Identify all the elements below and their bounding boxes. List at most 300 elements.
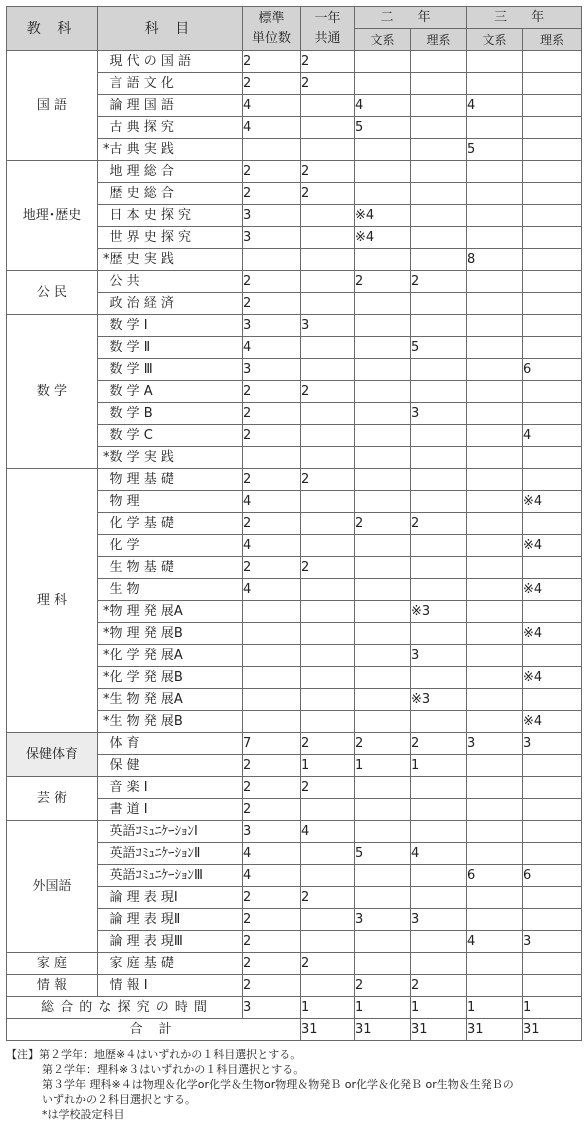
subject-label: 数 学 A bbox=[109, 383, 153, 399]
grade1-cell bbox=[301, 909, 355, 931]
std-credits-cell: 2 bbox=[243, 557, 301, 579]
header-grade2: 二 年 bbox=[355, 7, 467, 29]
inquiry-g1-cell: 1 bbox=[301, 997, 355, 1019]
grade2-rikei-cell bbox=[411, 469, 467, 491]
grade3-rikei-cell bbox=[523, 799, 582, 821]
subject-name bbox=[110, 975, 243, 997]
grade1-cell: 2 bbox=[301, 73, 355, 95]
grade2-bunkei-cell: 2 bbox=[355, 733, 411, 755]
grade2-bunkei-cell: 2 bbox=[355, 513, 411, 535]
school-subject-mark bbox=[98, 161, 110, 183]
school-subject-mark bbox=[98, 865, 110, 887]
std-credits-cell: 2 bbox=[243, 293, 301, 315]
grade3-bunkei-cell bbox=[467, 887, 523, 909]
grade2-rikei-cell bbox=[411, 293, 467, 315]
grade2-rikei-cell bbox=[411, 95, 467, 117]
inquiry-std-cell: 3 bbox=[243, 997, 301, 1019]
subject-name bbox=[110, 645, 243, 667]
grade3-rikei-cell bbox=[523, 777, 582, 799]
grade2-bunkei-cell bbox=[355, 491, 411, 513]
subject-name bbox=[110, 271, 243, 293]
grade2-bunkei-cell bbox=[355, 73, 411, 95]
grade3-bunkei-cell bbox=[467, 645, 523, 667]
std-credits-cell bbox=[243, 689, 301, 711]
std-credits-cell: 2 bbox=[243, 931, 301, 953]
inquiry-g2r-cell: 1 bbox=[411, 997, 467, 1019]
grade2-bunkei-cell bbox=[355, 711, 411, 733]
header-grade3: 三 年 bbox=[467, 7, 582, 29]
subject-name bbox=[110, 799, 243, 821]
subject-name bbox=[110, 293, 243, 315]
grade3-rikei-cell bbox=[523, 117, 582, 139]
subject-name bbox=[110, 315, 243, 337]
grade3-bunkei-cell bbox=[467, 403, 523, 425]
header-g2-bunkei: 文系 bbox=[355, 29, 411, 51]
grade2-rikei-cell bbox=[411, 139, 467, 161]
school-subject-mark: * bbox=[98, 667, 110, 689]
grade1-cell bbox=[301, 799, 355, 821]
grade3-bunkei-cell bbox=[467, 843, 523, 865]
grade3-rikei-cell bbox=[523, 447, 582, 469]
category-cell: 家 庭 bbox=[7, 953, 98, 975]
grade2-bunkei-cell: ※4 bbox=[355, 205, 411, 227]
grade2-rikei-cell bbox=[411, 623, 467, 645]
grade3-bunkei-cell bbox=[467, 293, 523, 315]
grade3-bunkei-cell bbox=[467, 73, 523, 95]
std-credits-cell: 4 bbox=[243, 337, 301, 359]
grade3-bunkei-cell: 6 bbox=[467, 865, 523, 887]
subject-name bbox=[110, 931, 243, 953]
grade2-bunkei-cell bbox=[355, 161, 411, 183]
subject-name bbox=[110, 733, 243, 755]
grade2-rikei-cell bbox=[411, 227, 467, 249]
table-row bbox=[7, 271, 582, 293]
grade2-bunkei-cell bbox=[355, 777, 411, 799]
subject-name bbox=[110, 425, 243, 447]
grade1-cell bbox=[301, 403, 355, 425]
grade3-rikei-cell: 6 bbox=[523, 359, 582, 381]
grade1-cell: 2 bbox=[301, 183, 355, 205]
grade3-rikei-cell bbox=[523, 557, 582, 579]
subject-label: 論 理 国 語 bbox=[109, 97, 174, 113]
grade2-bunkei-cell: 5 bbox=[355, 117, 411, 139]
grade2-bunkei-cell bbox=[355, 139, 411, 161]
subject-label: 音 楽 Ⅰ bbox=[109, 779, 148, 795]
header-g3-rikei: 理系 bbox=[523, 29, 582, 51]
school-subject-mark bbox=[98, 359, 110, 381]
school-subject-mark bbox=[98, 733, 110, 755]
subject-label: 生 物 発 展A bbox=[109, 691, 183, 707]
grade3-bunkei-cell bbox=[467, 425, 523, 447]
grade2-rikei-cell bbox=[411, 799, 467, 821]
subject-label: 生 物 発 展B bbox=[109, 713, 183, 729]
grade2-rikei-cell bbox=[411, 315, 467, 337]
grade3-bunkei-cell bbox=[467, 337, 523, 359]
grade2-rikei-cell bbox=[411, 535, 467, 557]
category-cell: 情 報 bbox=[7, 975, 98, 997]
subject-name bbox=[110, 337, 243, 359]
subject-label: 生 物 基 礎 bbox=[109, 559, 174, 575]
grade1-cell bbox=[301, 711, 355, 733]
subject-name bbox=[110, 73, 243, 95]
subject-label: 英語ｺﾐｭﾆｹｰｼｮﾝⅡ bbox=[109, 845, 201, 861]
grade3-bunkei-cell bbox=[467, 623, 523, 645]
subject-name bbox=[110, 227, 243, 249]
grade1-cell bbox=[301, 513, 355, 535]
grade2-rikei-cell bbox=[411, 117, 467, 139]
subject-label: 保 健 bbox=[109, 757, 140, 773]
grade3-bunkei-cell bbox=[467, 491, 523, 513]
grade1-cell bbox=[301, 579, 355, 601]
category-cell: 外国語 bbox=[7, 821, 98, 953]
grade2-bunkei-cell: 4 bbox=[355, 95, 411, 117]
grade2-bunkei-cell: ※4 bbox=[355, 227, 411, 249]
grade3-bunkei-cell bbox=[467, 469, 523, 491]
grade2-rikei-cell: ※3 bbox=[411, 689, 467, 711]
school-subject-mark bbox=[98, 271, 110, 293]
school-subject-mark bbox=[98, 183, 110, 205]
grade3-rikei-cell bbox=[523, 909, 582, 931]
grade2-bunkei-cell bbox=[355, 821, 411, 843]
grade3-bunkei-cell bbox=[467, 535, 523, 557]
grade3-bunkei-cell bbox=[467, 799, 523, 821]
grade2-bunkei-cell bbox=[355, 601, 411, 623]
school-subject-mark bbox=[98, 931, 110, 953]
subject-label: 体 育 bbox=[109, 735, 140, 751]
grade2-rikei-cell bbox=[411, 667, 467, 689]
grade2-bunkei-cell bbox=[355, 931, 411, 953]
grade2-rikei-cell bbox=[411, 887, 467, 909]
grade1-cell: 4 bbox=[301, 821, 355, 843]
grade1-cell bbox=[301, 293, 355, 315]
header-std-credits: 標準 単位数 bbox=[243, 7, 301, 51]
grade3-bunkei-cell bbox=[467, 381, 523, 403]
grade1-cell: 2 bbox=[301, 887, 355, 909]
grade3-bunkei-cell bbox=[467, 667, 523, 689]
note-line: *は学校設定科目 bbox=[42, 1108, 125, 1121]
grade2-rikei-cell: 2 bbox=[411, 975, 467, 997]
grade3-bunkei-cell: 8 bbox=[467, 249, 523, 271]
grade3-bunkei-cell bbox=[467, 205, 523, 227]
subject-label: 言 語 文 化 bbox=[109, 75, 174, 91]
grade2-bunkei-cell: 5 bbox=[355, 843, 411, 865]
grade3-rikei-cell bbox=[523, 843, 582, 865]
school-subject-mark: * bbox=[98, 711, 110, 733]
grade3-bunkei-cell bbox=[467, 271, 523, 293]
subject-label: 数 学 C bbox=[109, 427, 153, 443]
grade3-bunkei-cell bbox=[467, 315, 523, 337]
grade2-rikei-cell: 2 bbox=[411, 513, 467, 535]
school-subject-mark bbox=[98, 73, 110, 95]
grade2-rikei-cell: 5 bbox=[411, 337, 467, 359]
school-subject-mark: * bbox=[98, 689, 110, 711]
subject-label: 物 理 bbox=[109, 493, 140, 509]
grade1-cell bbox=[301, 117, 355, 139]
subject-name bbox=[110, 557, 243, 579]
school-subject-mark bbox=[98, 469, 110, 491]
grade1-cell bbox=[301, 447, 355, 469]
grade3-rikei-cell bbox=[523, 73, 582, 95]
curriculum-page bbox=[6, 6, 581, 1122]
grade2-rikei-cell bbox=[411, 557, 467, 579]
grade2-bunkei-cell bbox=[355, 953, 411, 975]
grade3-bunkei-cell bbox=[467, 711, 523, 733]
std-credits-cell: 7 bbox=[243, 733, 301, 755]
school-subject-mark: * bbox=[98, 601, 110, 623]
school-subject-mark bbox=[98, 975, 110, 997]
subject-label: 論 理 表 現Ⅱ bbox=[109, 911, 181, 927]
grade1-cell: 2 bbox=[301, 51, 355, 73]
school-subject-mark bbox=[98, 821, 110, 843]
std-credits-cell: 2 bbox=[243, 975, 301, 997]
grade3-rikei-cell bbox=[523, 337, 582, 359]
grade2-bunkei-cell bbox=[355, 579, 411, 601]
subject-label: 古 典 実 践 bbox=[109, 141, 174, 157]
school-subject-mark bbox=[98, 843, 110, 865]
subject-name bbox=[110, 51, 243, 73]
grade3-rikei-cell bbox=[523, 51, 582, 73]
std-credits-cell: 2 bbox=[243, 51, 301, 73]
school-subject-mark bbox=[98, 579, 110, 601]
grade3-rikei-cell: 3 bbox=[523, 931, 582, 953]
grade2-bunkei-cell: 2 bbox=[355, 975, 411, 997]
std-credits-cell: 3 bbox=[243, 821, 301, 843]
grade3-rikei-cell bbox=[523, 645, 582, 667]
std-credits-cell: 2 bbox=[243, 777, 301, 799]
std-credits-cell: 2 bbox=[243, 381, 301, 403]
total-row bbox=[7, 1019, 582, 1041]
subject-name bbox=[110, 95, 243, 117]
category-cell: 地理･歴史 bbox=[7, 161, 98, 271]
subject-name bbox=[110, 623, 243, 645]
grade3-bunkei-cell bbox=[467, 821, 523, 843]
grade3-rikei-cell: ※4 bbox=[523, 623, 582, 645]
school-subject-mark bbox=[98, 337, 110, 359]
curriculum-body bbox=[7, 51, 582, 1041]
grade3-bunkei-cell bbox=[467, 953, 523, 975]
grade2-bunkei-cell bbox=[355, 689, 411, 711]
subject-name bbox=[110, 205, 243, 227]
note-line: いずれかの２科目選択とする。 bbox=[42, 1093, 196, 1106]
grade2-rikei-cell bbox=[411, 425, 467, 447]
grade2-bunkei-cell bbox=[355, 535, 411, 557]
subject-name bbox=[110, 381, 243, 403]
grade3-bunkei-cell: 4 bbox=[467, 95, 523, 117]
std-credits-cell: 4 bbox=[243, 535, 301, 557]
curriculum-table bbox=[6, 6, 582, 1041]
subject-name bbox=[110, 843, 243, 865]
grade3-rikei-cell bbox=[523, 975, 582, 997]
grade3-rikei-cell: 4 bbox=[523, 425, 582, 447]
header-row-1 bbox=[7, 7, 582, 29]
grade2-bunkei-cell: 1 bbox=[355, 755, 411, 777]
grade2-bunkei-cell bbox=[355, 403, 411, 425]
grade3-rikei-cell bbox=[523, 755, 582, 777]
grade3-rikei-cell: ※4 bbox=[523, 491, 582, 513]
grade2-bunkei-cell: 3 bbox=[355, 909, 411, 931]
grade2-rikei-cell: 3 bbox=[411, 909, 467, 931]
grade2-rikei-cell: 4 bbox=[411, 843, 467, 865]
grade1-cell bbox=[301, 337, 355, 359]
school-subject-mark: * bbox=[98, 623, 110, 645]
subject-label: 数 学 Ⅲ bbox=[109, 361, 153, 377]
subject-name bbox=[110, 579, 243, 601]
note-line: 第３学年 理科※４は物理＆化学or化学＆生物or物理＆物発Ｂ or化学＆化発Ｂ or生物＆生発Ｂの bbox=[42, 1078, 514, 1091]
grade2-bunkei-cell bbox=[355, 315, 411, 337]
grade1-cell bbox=[301, 931, 355, 953]
school-subject-mark bbox=[98, 557, 110, 579]
subject-name bbox=[110, 755, 243, 777]
subject-label: 書 道 Ⅰ bbox=[109, 801, 148, 817]
grade3-rikei-cell bbox=[523, 227, 582, 249]
grade3-bunkei-cell bbox=[467, 579, 523, 601]
school-subject-mark bbox=[98, 51, 110, 73]
grade2-bunkei-cell bbox=[355, 359, 411, 381]
subject-name bbox=[110, 183, 243, 205]
grade2-bunkei-cell bbox=[355, 645, 411, 667]
std-credits-cell: 3 bbox=[243, 227, 301, 249]
std-credits-cell bbox=[243, 139, 301, 161]
grade3-bunkei-cell bbox=[467, 359, 523, 381]
std-credits-cell: 4 bbox=[243, 579, 301, 601]
grade3-bunkei-cell bbox=[467, 557, 523, 579]
inquiry-g3r-cell: 1 bbox=[523, 997, 582, 1019]
grade1-cell bbox=[301, 227, 355, 249]
std-credits-cell: 2 bbox=[243, 887, 301, 909]
subject-name bbox=[110, 689, 243, 711]
subject-name bbox=[110, 161, 243, 183]
school-subject-mark: * bbox=[98, 447, 110, 469]
grade2-rikei-cell bbox=[411, 711, 467, 733]
school-subject-mark bbox=[98, 315, 110, 337]
subject-label: 情 報 Ⅰ bbox=[109, 977, 148, 993]
std-credits-cell bbox=[243, 711, 301, 733]
subject-label: 化 学 基 礎 bbox=[109, 515, 174, 531]
grade3-bunkei-cell bbox=[467, 601, 523, 623]
grade3-bunkei-cell bbox=[467, 161, 523, 183]
grade3-bunkei-cell bbox=[467, 447, 523, 469]
std-credits-cell: 2 bbox=[243, 909, 301, 931]
std-credits-cell: 2 bbox=[243, 425, 301, 447]
grade3-bunkei-cell: 5 bbox=[467, 139, 523, 161]
grade2-bunkei-cell: 2 bbox=[355, 271, 411, 293]
subject-name bbox=[110, 953, 243, 975]
grade3-bunkei-cell bbox=[467, 227, 523, 249]
category-cell: 芸 術 bbox=[7, 777, 98, 821]
subject-label: 英語ｺﾐｭﾆｹｰｼｮﾝⅠ bbox=[109, 823, 198, 839]
grade3-rikei-cell: ※4 bbox=[523, 535, 582, 557]
school-subject-mark bbox=[98, 425, 110, 447]
grade1-cell: 1 bbox=[301, 755, 355, 777]
grade2-rikei-cell bbox=[411, 205, 467, 227]
grade3-bunkei-cell bbox=[467, 51, 523, 73]
std-credits-cell: 3 bbox=[243, 205, 301, 227]
school-subject-mark bbox=[98, 909, 110, 931]
grade2-rikei-cell: 3 bbox=[411, 403, 467, 425]
std-credits-cell: 2 bbox=[243, 271, 301, 293]
total-label: 合 計 bbox=[7, 1019, 301, 1041]
grade1-cell bbox=[301, 139, 355, 161]
grade1-cell: 2 bbox=[301, 733, 355, 755]
grade2-rikei-cell: 1 bbox=[411, 755, 467, 777]
grade2-bunkei-cell bbox=[355, 623, 411, 645]
grade3-rikei-cell bbox=[523, 293, 582, 315]
grade1-cell bbox=[301, 843, 355, 865]
grade2-rikei-cell: 3 bbox=[411, 645, 467, 667]
subject-label: 数 学 B bbox=[109, 405, 153, 421]
grade1-cell bbox=[301, 667, 355, 689]
total-g1-cell: 31 bbox=[301, 1019, 355, 1041]
grade2-bunkei-cell bbox=[355, 51, 411, 73]
grade3-rikei-cell bbox=[523, 161, 582, 183]
std-credits-cell bbox=[243, 623, 301, 645]
grade2-rikei-cell bbox=[411, 777, 467, 799]
inquiry-g3b-cell: 1 bbox=[467, 997, 523, 1019]
std-credits-cell: 2 bbox=[243, 161, 301, 183]
std-credits-cell bbox=[243, 645, 301, 667]
grade3-rikei-cell: ※4 bbox=[523, 667, 582, 689]
school-subject-mark bbox=[98, 799, 110, 821]
subject-label: 世 界 史 探 究 bbox=[109, 229, 192, 245]
grade2-rikei-cell: 2 bbox=[411, 733, 467, 755]
subject-label: 数 学 Ⅱ bbox=[109, 339, 151, 355]
subject-label: 古 典 探 究 bbox=[109, 119, 174, 135]
inquiry-g2b-cell: 1 bbox=[355, 997, 411, 1019]
grade1-cell bbox=[301, 425, 355, 447]
grade1-cell bbox=[301, 205, 355, 227]
school-subject-mark bbox=[98, 887, 110, 909]
table-row bbox=[7, 51, 582, 73]
school-subject-mark: * bbox=[98, 645, 110, 667]
grade2-rikei-cell bbox=[411, 447, 467, 469]
grade3-rikei-cell: ※4 bbox=[523, 711, 582, 733]
grade3-bunkei-cell: 3 bbox=[467, 733, 523, 755]
std-credits-cell bbox=[243, 667, 301, 689]
grade3-rikei-cell: 6 bbox=[523, 865, 582, 887]
subject-label: 家 庭 基 礎 bbox=[109, 955, 174, 971]
table-row bbox=[7, 315, 582, 337]
subject-label: 数 学 実 践 bbox=[109, 449, 174, 465]
subject-label: 英語ｺﾐｭﾆｹｰｼｮﾝⅢ bbox=[109, 867, 203, 883]
grade1-cell: 2 bbox=[301, 469, 355, 491]
grade3-rikei-cell bbox=[523, 887, 582, 909]
grade1-cell: 2 bbox=[301, 381, 355, 403]
grade2-rikei-cell bbox=[411, 491, 467, 513]
std-credits-cell bbox=[243, 249, 301, 271]
subject-label: 化 学 発 展B bbox=[109, 669, 183, 685]
grade3-rikei-cell bbox=[523, 821, 582, 843]
grade2-bunkei-cell bbox=[355, 425, 411, 447]
header-g3-bunkei: 文系 bbox=[467, 29, 523, 51]
grade1-cell bbox=[301, 601, 355, 623]
grade3-rikei-cell bbox=[523, 249, 582, 271]
grade2-bunkei-cell bbox=[355, 249, 411, 271]
grade3-rikei-cell bbox=[523, 205, 582, 227]
std-credits-cell: 4 bbox=[243, 865, 301, 887]
grade2-bunkei-cell bbox=[355, 293, 411, 315]
grade2-rikei-cell: 2 bbox=[411, 271, 467, 293]
subject-name bbox=[110, 777, 243, 799]
school-subject-mark bbox=[98, 293, 110, 315]
grade1-cell bbox=[301, 359, 355, 381]
std-credits-cell: 2 bbox=[243, 799, 301, 821]
grade3-rikei-cell bbox=[523, 601, 582, 623]
std-credits-cell bbox=[243, 447, 301, 469]
note-line: 【注】第２学年：地歴※４はいずれかの１科目選択とする。 bbox=[6, 1048, 302, 1061]
grade3-bunkei-cell: 4 bbox=[467, 931, 523, 953]
grade1-cell bbox=[301, 535, 355, 557]
subject-name bbox=[110, 513, 243, 535]
